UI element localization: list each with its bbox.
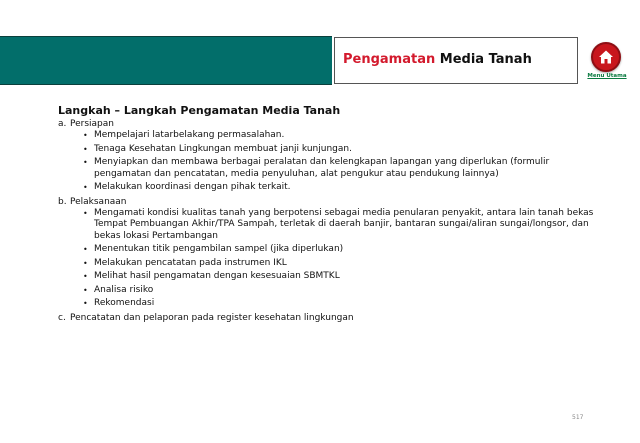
title-box — [334, 37, 578, 84]
content-area — [58, 104, 598, 324]
page-number: 517 — [572, 414, 584, 421]
list-item: • Mengamati kondisi kualitas tanah yang berpotensi sebagai media penularan penyakit, antara lain tanah bekas Tempat Pembuangan Akhir/TPA Sampah, terletak di daerah banjir, bantaran sungai/aliran sungai/longsor, dan bekas lokasi Pertambangan — [58, 208, 598, 243]
section-a — [58, 118, 598, 130]
menu-utama-link[interactable]: Menu Utama — [587, 73, 627, 79]
section-b-list — [58, 208, 598, 310]
section-a-list — [58, 130, 598, 194]
header-bar — [0, 36, 332, 85]
title-accent: Pengamatan — [343, 52, 436, 67]
page-title — [343, 52, 532, 67]
home-icon — [598, 49, 614, 65]
section-marker: b. — [58, 196, 67, 207]
section-label: Pencatatan dan pelaporan pada register kesehatan lingkungan — [70, 312, 354, 323]
section-marker: a. — [58, 119, 67, 129]
list-item: • Melihat hasil pengamatan dengan kesesuaian SBMTKL — [58, 271, 598, 283]
section-b — [58, 196, 598, 208]
list-item: • Melakukan pencatatan pada instrumen IKL — [58, 258, 598, 270]
list-item: • Mempelajari latarbelakang permasalahan. — [58, 130, 598, 142]
list-item: • Tenaga Kesehatan Lingkungan membuat janji kunjungan. — [58, 144, 598, 156]
list-item: • Menentukan titik pengambilan sampel (jika diperlukan) — [58, 244, 598, 256]
section-label: Persiapan — [70, 119, 114, 129]
title-rest: Media Tanah — [435, 52, 532, 67]
content-heading: Langkah – Langkah Pengamatan Media Tanah — [58, 104, 341, 117]
list-item: • Melakukan koordinasi dengan pihak terkait. — [58, 182, 598, 194]
menu-utama-button[interactable] — [591, 42, 621, 72]
list-item: • Analisa risiko — [58, 285, 598, 297]
section-marker: c. — [58, 312, 66, 323]
list-item: • Menyiapkan dan membawa berbagai peralatan dan kelengkapan lapangan yang diperlukan (formulir pengamatan dan pencatatan, media penyuluhan, alat pengukur atau pendukung lainnya) — [58, 157, 598, 180]
section-label: Pelaksanaan — [70, 196, 127, 207]
section-c — [58, 312, 598, 324]
list-item: • Rekomendasi — [58, 298, 598, 310]
